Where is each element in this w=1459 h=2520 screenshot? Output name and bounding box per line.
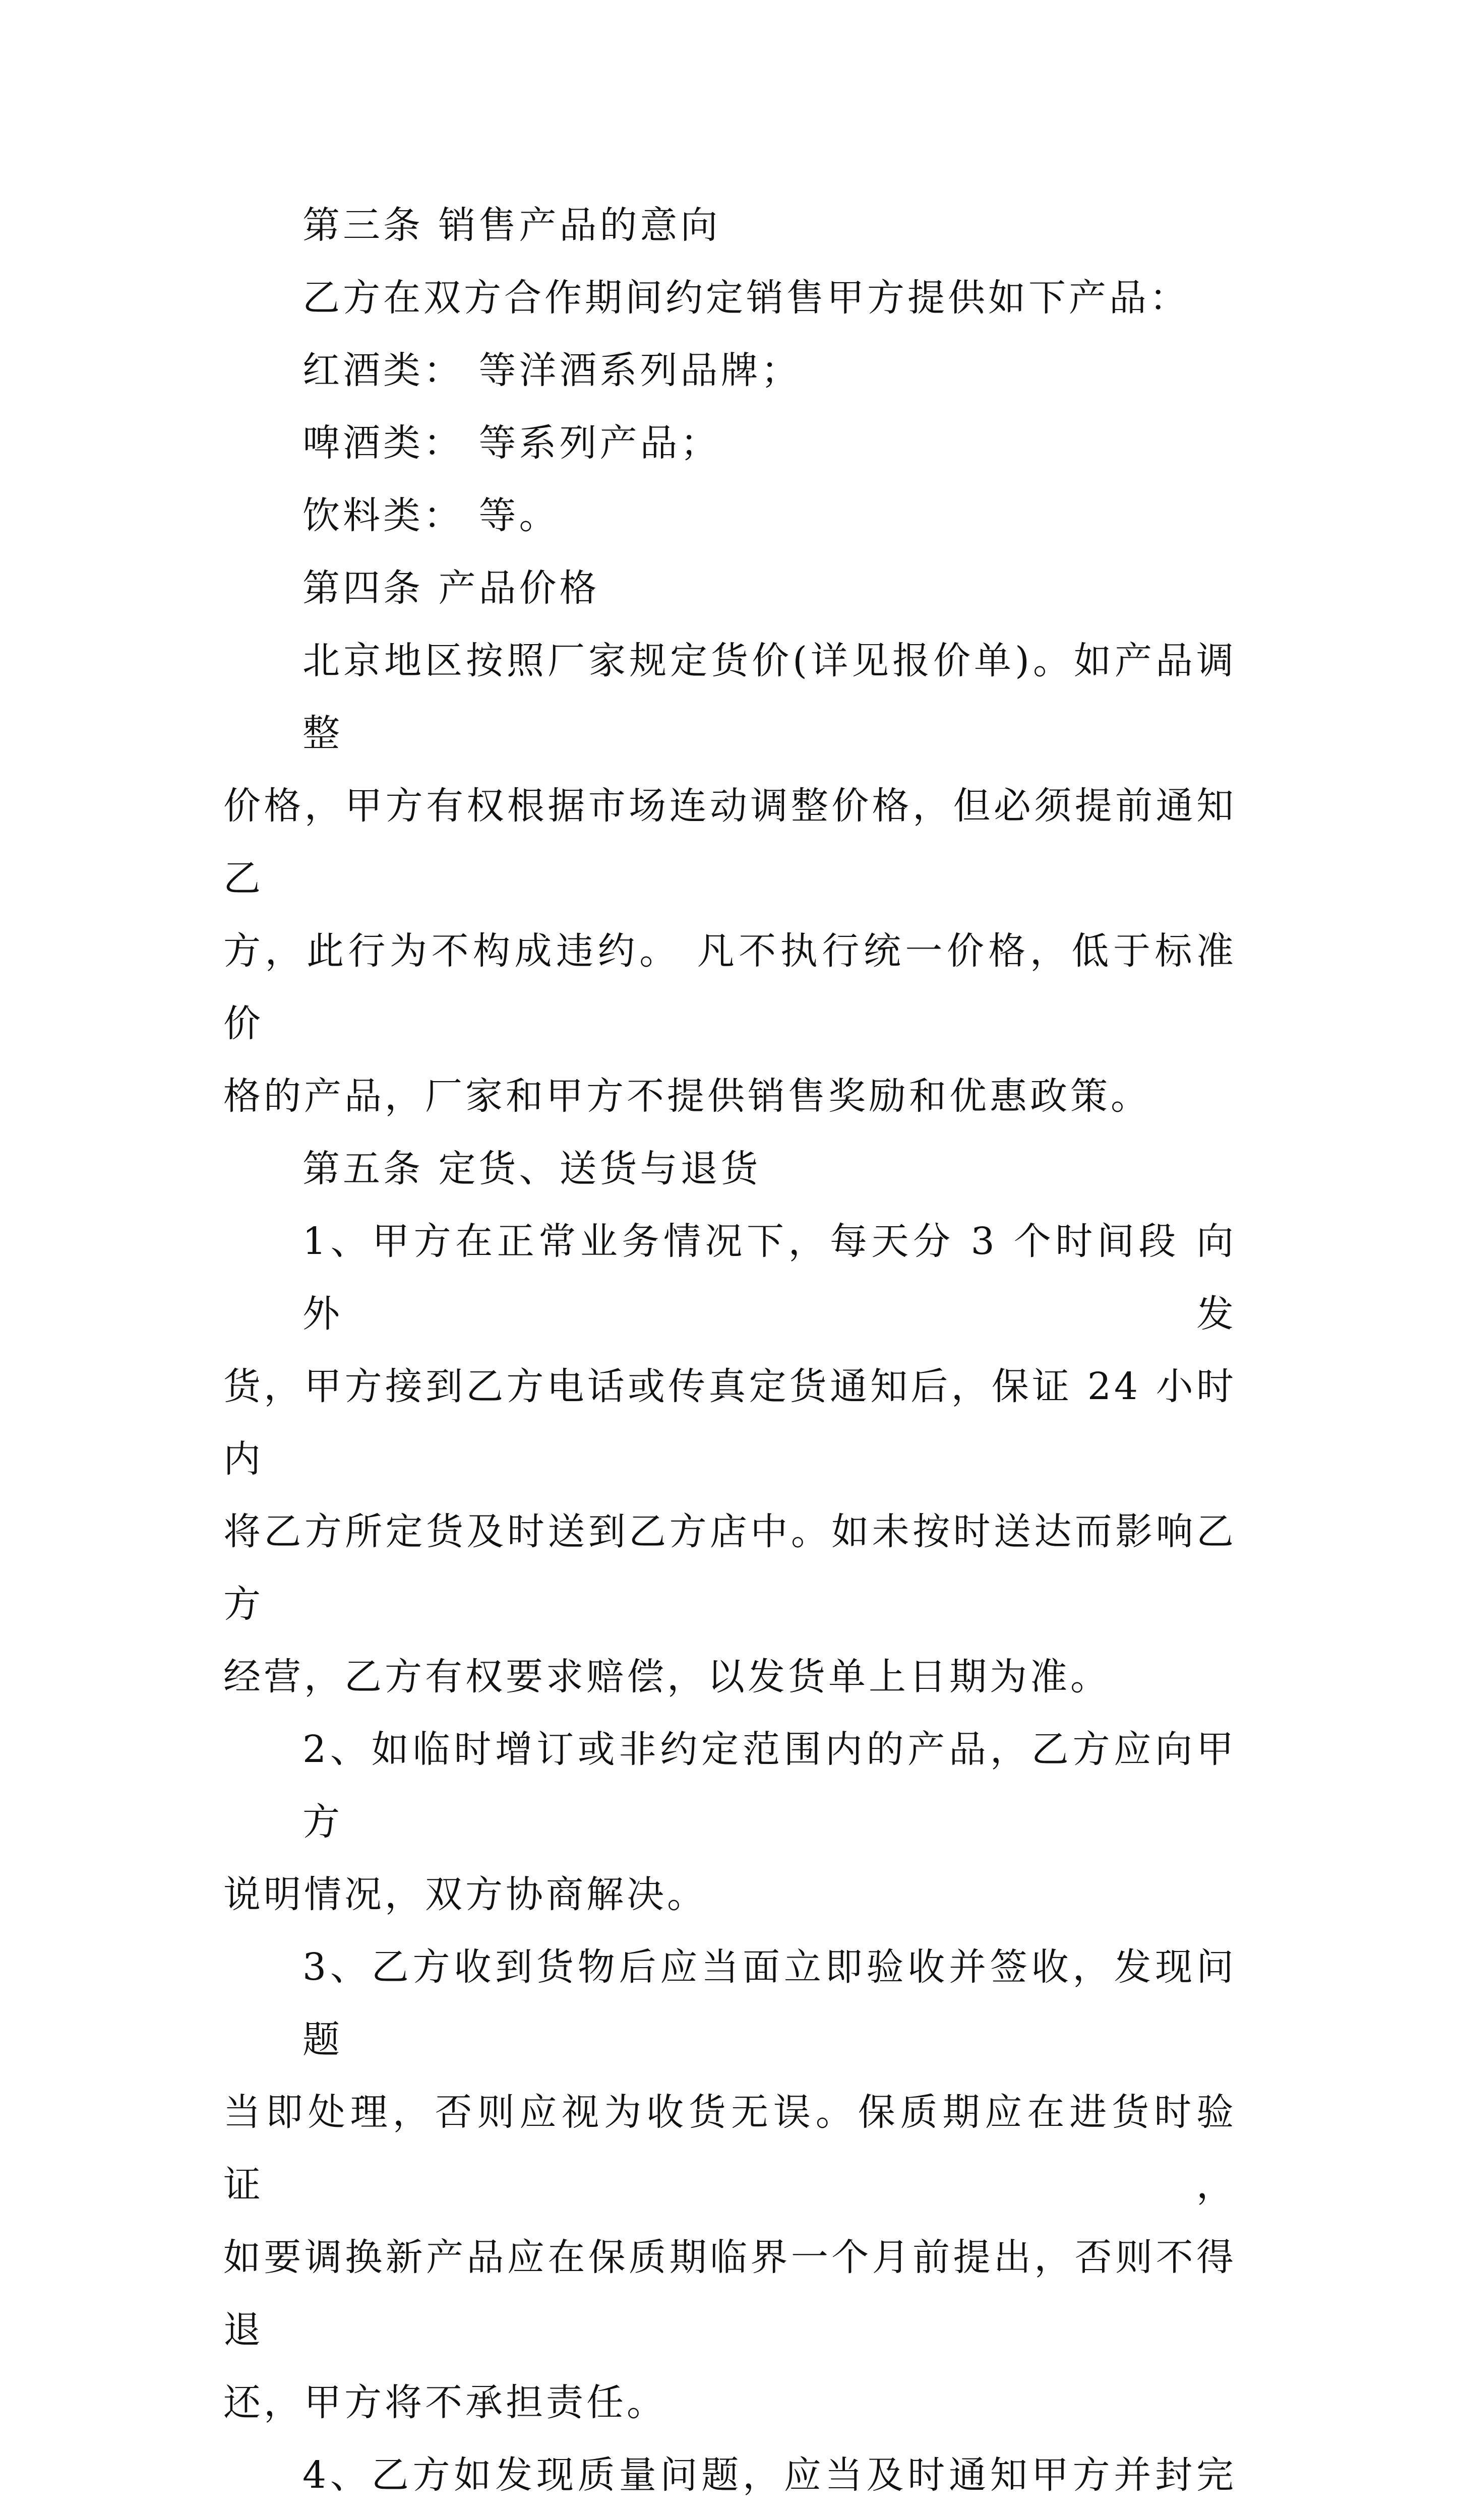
article5-heading: 第五条 定货、送货与退货: [302, 1147, 761, 1190]
article3-heading: 第三条 销售产品的意向: [302, 204, 721, 247]
paragraph-line: 2、如临时增订或非约定范围内的产品，乙方应向甲方: [302, 1728, 1237, 1844]
article5-item-1: [223, 1205, 1237, 1713]
article5-item-4: [223, 2439, 1237, 2520]
paragraph-line: 货，甲方接到乙方电话或传真定货通知后，保证 24 小时内: [223, 1365, 1237, 1481]
beverage-line: 饮料类： 等。: [302, 494, 560, 537]
beer-line: 啤酒类： 等系列产品；: [302, 421, 721, 465]
article5-item-2: [223, 1713, 1237, 1931]
paragraph-line: 1、甲方在正常业务情况下，每天分 3 个时间段 向外发: [302, 1220, 1237, 1336]
article5-item-3: [223, 1931, 1237, 2439]
paragraph-line: 格的产品，厂家和甲方不提供销售奖励和优惠政策。: [223, 1075, 1151, 1118]
paragraph-line: 方，此行为不构成违约。 凡不执行统一价格，低于标准价: [223, 929, 1237, 1045]
paragraph-line: 如要调换新产品应在保质期临界一个月前提出，否则不得退: [223, 2236, 1237, 2352]
paragraph-line: 价格，甲方有权根据市场连动调整价格，但必须提前通知乙: [223, 784, 1237, 900]
paragraph-line: 3、乙方收到货物后应当面立即验收并签收，发现问题: [302, 1945, 1237, 2061]
article3-intro: 乙方在双方合作期间约定销售甲方提供如下产品：: [302, 276, 1190, 320]
paragraph-line: 北京地区按照厂家规定货价(详见报价单)。如产品调整: [302, 639, 1237, 755]
paragraph-line: 将乙方所定货及时送到乙方店中。如未按时送达而影响乙方: [223, 1510, 1237, 1626]
document-body: [223, 189, 1237, 2520]
paragraph-line: 还，甲方将不承担责任。: [223, 2381, 667, 2424]
red-wine-line: 红酒类： 等洋酒系列品牌；: [302, 349, 802, 392]
paragraph-line: 说明情况，双方协商解决。: [223, 1873, 707, 1916]
paragraph-line: 经营，乙方有权要求赔偿，以发货单上日期为准。: [223, 1655, 1111, 1698]
paragraph-line: 4、乙方如发现质量问题，应当及时通知甲方并封完: [302, 2453, 1237, 2497]
article4-paragraph: [223, 624, 1237, 1132]
paragraph-line: 当即处理，否则应视为收货无误。保质期应在进货时验证，: [223, 2091, 1237, 2207]
article4-heading: 第四条 产品价格: [302, 566, 600, 610]
